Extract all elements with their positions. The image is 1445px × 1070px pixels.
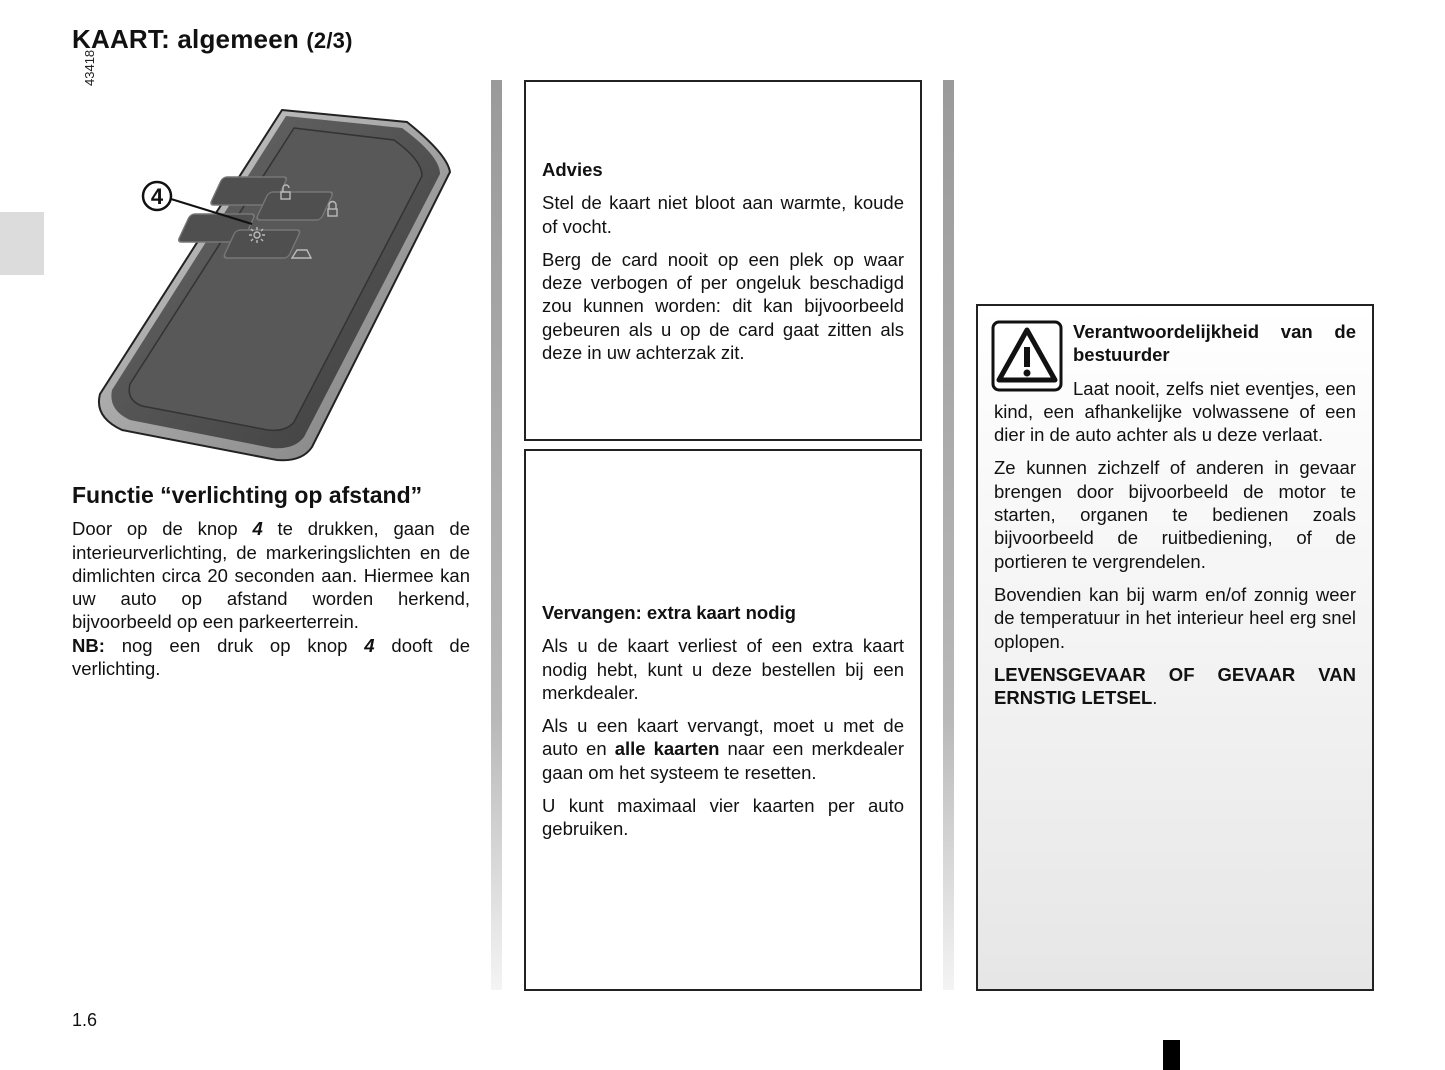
nb-label: NB: [72,634,105,656]
column-divider [491,80,502,990]
section-paragraph: Door op de knop 4 te drukken, gaan de interieurverlichting, de markeringslichten en de dimlichten circa 20 seconden aan. Hiermee kan uw auto op afstand worden herkend, bijvoorbeeld op een parkeerterrein. NB: nog een druk op knop 4 dooft de verlichting. [72,518,470,680]
warning-box [976,304,1374,991]
key-card-illustration [72,82,472,467]
advice-paragraph: Berg de card nooit op een plek op waar deze verbogen of per ongeluk beschadigd zou kunnen worden: dit kan bijvoorbeeld gebeuren als u op de card gaat zitten als deze in uw achterzak zit. [542,248,904,364]
warning-heading: Verantwoordelijkheid van de bestuurder [1073,321,1356,366]
replacement-paragraph: Als u de kaart verliest of een extra kaart nodig hebt, kunt u deze bestellen bij een merkdealer. [542,635,904,703]
page-title-part: (2/3) [306,28,353,53]
advice-paragraph: Stel de kaart niet bloot aan warmte, koude of vocht. [542,192,904,237]
button-ref: 4 [364,634,375,656]
replacement-heading: Vervangen: extra kaart nodig [542,602,796,623]
page-number: 1.6 [72,1010,98,1030]
column-divider [943,80,954,990]
section-heading: Functie “verlichting op afstand” [72,482,423,508]
warning-paragraph: Ze kunnen zichzelf of anderen in gevaar brengen door bijvoorbeeld de motor te starten, organen te bedienen zoals bijvoorbeeld de ruitbediening, of de portieren te vergrendelen. [994,457,1356,572]
page-title [72,24,353,55]
chapter-tab [0,212,44,275]
warning-triangle-icon [991,320,1063,392]
warning-paragraph: Bovendien kan bij warm en/of zonnig weer de temperatuur in het interieur heel erg snel oplopen. [994,583,1356,652]
warning-caps: LEVENSGEVAAR OF GEVAAR VAN ERNSTIG LETSEL. [994,663,1356,709]
replacement-paragraph: U kunt maximaal vier kaarten per auto gebruiken. [542,795,904,840]
button-ref: 4 [252,518,263,540]
page-title-main: KAART: algemeen [72,24,299,54]
replacement-paragraph: Als u een kaart vervangt, moet u met de auto en alle kaarten naar een merkdealer gaan om het systeem te resetten. [542,715,904,783]
advice-heading: Advies [542,159,603,180]
callout-label: 4 [150,184,164,209]
print-mark [1163,1040,1180,1070]
figure-number: 43418 [82,49,97,86]
remote-lighting-section [72,484,470,680]
replacement-box [524,449,922,991]
advice-box [524,80,922,441]
warning-paragraph: Laat nooit, zelfs niet eventjes, een kind, een afhankelijke volwassene of een dier in de auto achter als u deze verlaat. [994,377,1356,446]
